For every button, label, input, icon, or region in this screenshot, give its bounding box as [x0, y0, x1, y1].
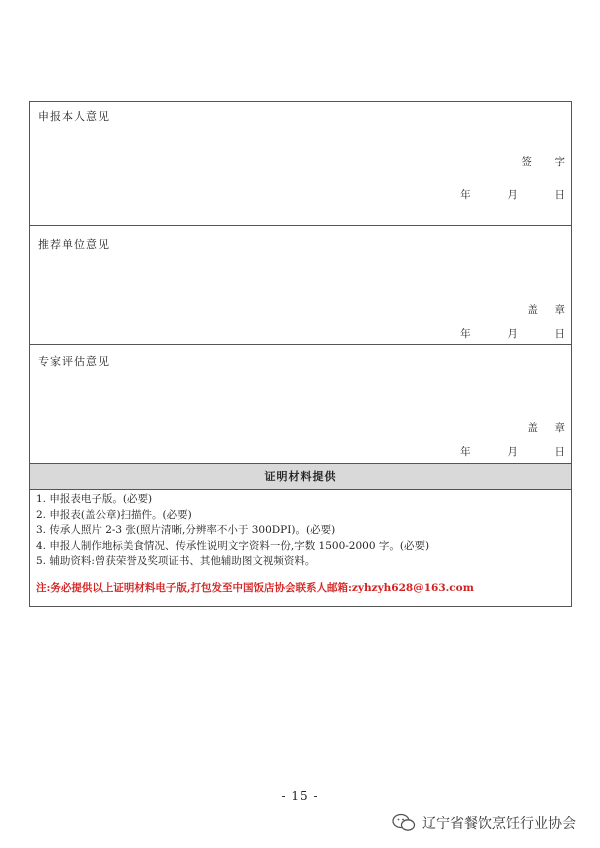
seal-char-1: 盖: [527, 422, 538, 434]
date-year: 年: [460, 189, 471, 201]
applicant-opinion-title: 申报本人意见: [38, 110, 110, 123]
expert-seal-label: [527, 420, 565, 435]
materials-item: 3. 传承人照片 2-3 张(照片清晰,分辨率不小于 300DPI)。(必要): [36, 524, 336, 536]
recommender-seal-label: [527, 302, 565, 317]
expert-date: [460, 444, 565, 459]
seal-char-2: 章: [554, 304, 565, 316]
expert-opinion-section: [30, 345, 571, 464]
materials-list: [36, 492, 429, 570]
materials-section: [30, 490, 571, 608]
application-form-table: [29, 101, 572, 607]
date-month: 月: [507, 328, 518, 340]
date-month: 月: [507, 446, 518, 458]
expert-opinion-title: 专家评估意见: [38, 355, 110, 368]
wechat-watermark: [392, 808, 576, 838]
watermark-text: 辽宁省餐饮烹饪行业协会: [422, 816, 576, 832]
recommender-date: [460, 326, 565, 341]
seal-char-1: 盖: [527, 304, 538, 316]
date-day: 日: [554, 328, 565, 340]
wechat-icon: [392, 813, 416, 833]
applicant-opinion-section: [30, 102, 571, 226]
sign-char-2: 字: [554, 156, 565, 168]
seal-char-2: 章: [554, 422, 565, 434]
date-year: 年: [460, 328, 471, 340]
applicant-date: [460, 187, 565, 202]
materials-note: 注:务必提供以上证明材料电子版,打包发至中国饭店协会联系人邮箱:zyhzyh628@163.com: [36, 582, 474, 594]
materials-header-row: [30, 464, 571, 490]
date-day: 日: [554, 446, 565, 458]
materials-header: 证明材料提供: [264, 470, 337, 483]
applicant-signature-label: [521, 154, 565, 169]
materials-item: 1. 申报表电子版。(必要): [36, 493, 153, 505]
page-number: - 15 -: [281, 789, 319, 803]
sign-char-1: 签: [521, 156, 532, 168]
recommender-opinion-section: [30, 226, 571, 345]
date-month: 月: [507, 189, 518, 201]
materials-item: 5. 辅助资料:曾获荣誉及奖项证书、其他辅助图文视频资料。: [36, 555, 316, 567]
date-year: 年: [460, 446, 471, 458]
recommender-opinion-title: 推荐单位意见: [38, 238, 110, 251]
materials-item: 2. 申报表(盖公章)扫描件。(必要): [36, 508, 192, 521]
materials-item: 4. 申报人制作地标美食情况、传承性说明文字资料一份,字数 1500-2000 字。(必要): [36, 539, 430, 552]
date-day: 日: [554, 189, 565, 201]
